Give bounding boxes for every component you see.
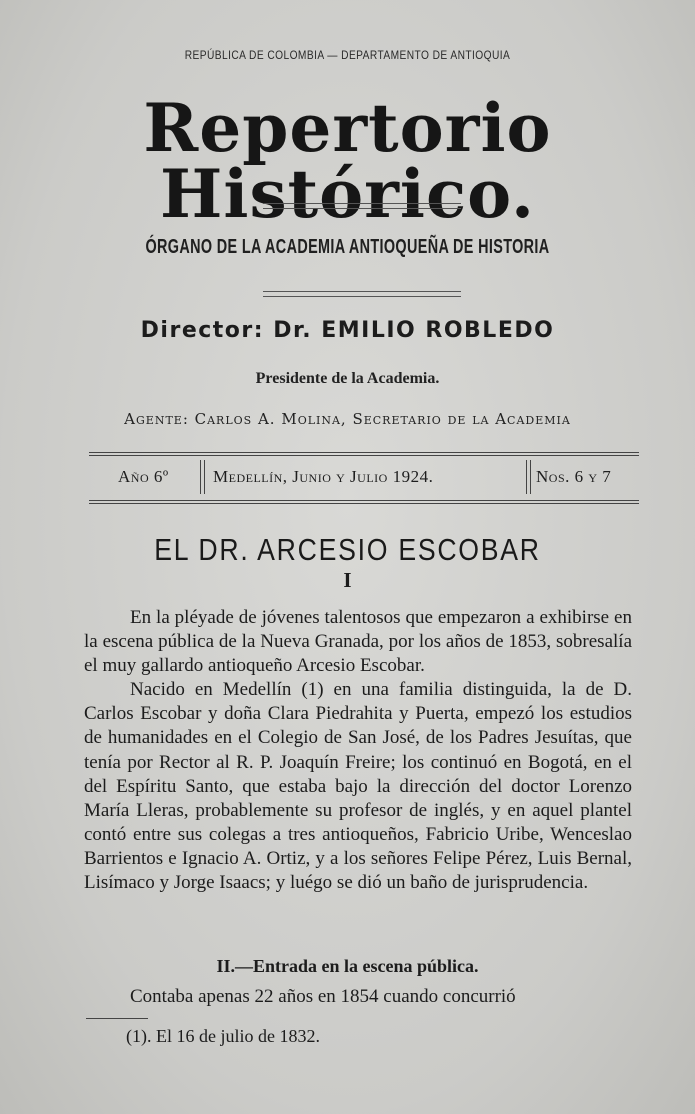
- divider-middle: [263, 291, 461, 297]
- info-bar-bottom-rule: [89, 500, 639, 501]
- issue-year: Año 6º: [118, 467, 169, 486]
- director-line: Director: Dr. EMILIO ROBLEDO: [140, 318, 555, 343]
- footnote: (1). El 16 de julio de 1832.: [126, 1026, 320, 1046]
- issue-numbers: Nos. 6 y 7: [536, 467, 612, 486]
- article-body: [84, 606, 632, 895]
- agent-line: Agente: Carlos A. Molina, Secretario de la Academia: [124, 410, 571, 428]
- country-department-line: REPÚBLICA DE COLOMBIA — DEPARTAMENTO DE ANTIOQUIA: [184, 48, 511, 62]
- info-bar-top-rule: [89, 452, 639, 453]
- divider-top: [263, 203, 461, 209]
- paragraph-3-start: Contaba apenas 22 años en 1854 cuando concurrió: [130, 986, 516, 1007]
- organ-subtitle: ÓRGANO DE LA ACADEMIA ANTIOQUEÑA DE HISTORIA: [145, 236, 550, 258]
- paragraph-2: Nacido en Medellín (1) en una familia distinguida, la de D. Carlos Escobar y doña Clara Piedrahita y Puerta, empezó los estudios de humanidades en el Colegio de San José, de los Padres Jesuítas, que tenía por Rector al R. P. Joaquín Freire; los continuó en Bogotá, en el del Espíritu Santo, que estaba bajo la dirección del doctor Lorenzo María Lleras, probablemente su profesor de inglés, y en aquel plantel contó entre sus colegas a tres antioqueños, Fabricio Uribe, Wenceslao Barrientos e Ignacio A. Ortiz, y a los señores Felipe Pérez, Luis Bernal, Lisímaco y Jorge Isaacs; y luégo se dió un baño de jurisprudencia.: [84, 679, 632, 894]
- section-heading: II.—Entrada en la escena pública.: [216, 956, 479, 976]
- info-bar-top-rule-2: [89, 455, 639, 456]
- info-bar-bottom-rule-2: [89, 503, 639, 504]
- info-bar-separator-2: [526, 460, 531, 494]
- part-number: I: [343, 568, 352, 592]
- paragraph-1: En la pléyade de jóvenes talentosos que empezaron a exhibirse en la escena pública de la Nueva Granada, por los años de 1853, sobresalía el muy gallardo antioqueño Arcesio Escobar.: [84, 607, 632, 677]
- president-line: Presidente de la Academia.: [255, 370, 440, 387]
- info-bar-separator-1: [200, 460, 205, 494]
- masthead-title: Repertorio Histórico.: [143, 89, 552, 233]
- article-title: EL DR. ARCESIO ESCOBAR: [154, 532, 541, 567]
- footnote-rule: [86, 1018, 148, 1019]
- place-date: Medellín, Junio y Julio 1924.: [213, 467, 434, 486]
